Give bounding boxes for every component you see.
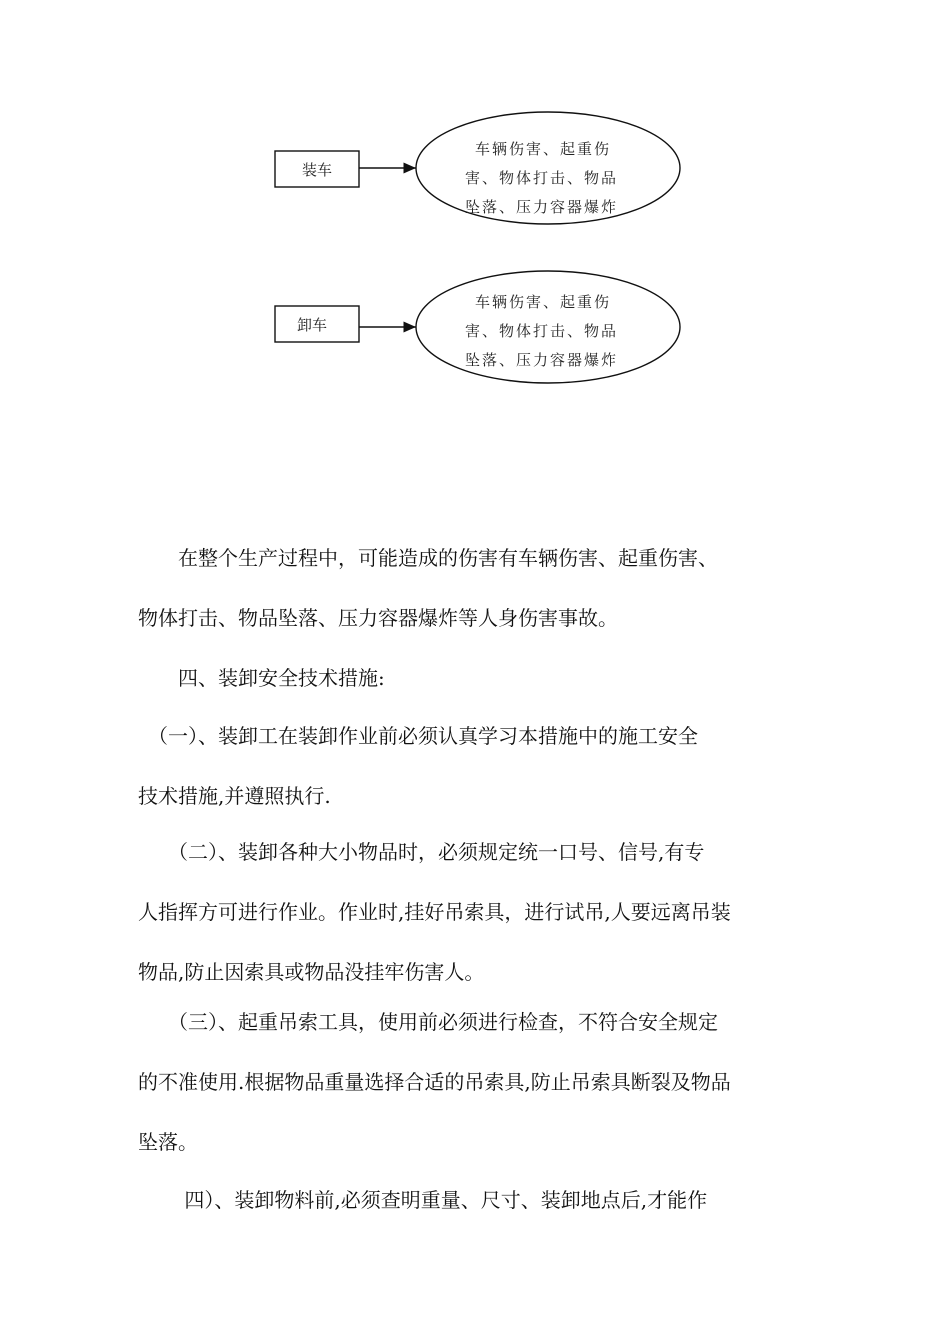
paragraph-measure-1 [138, 706, 818, 826]
paragraph-line: 的不准使用.根据物品重量选择合适的吊索具,防止吊索具断裂及物品 [138, 1070, 731, 1094]
paragraph-measure-4 [138, 1170, 818, 1230]
paragraph-line: 坠落。 [138, 1130, 198, 1154]
paragraph-line: 四、装卸安全技术措施: [138, 666, 385, 690]
hazard-text-line: 坠落、压力容器爆炸 [465, 198, 619, 216]
hazard-text-line: 害、物体打击、物品 [465, 322, 619, 340]
hazard-text-line: 车辆伤害、起重伤 [475, 140, 612, 158]
paragraph-line: 人指挥方可进行作业。作业时,挂好吊索具，进行试吊,人要远离吊装 [138, 900, 731, 924]
diagram-row-unloading [275, 271, 680, 383]
hazard-diagram [0, 0, 950, 420]
paragraph-line: （一）、装卸工在装卸作业前必须认真学习本措施中的施工安全 [138, 724, 698, 748]
paragraph-line: 物品,防止因索具或物品没挂牢伤害人。 [138, 960, 485, 984]
activity-box-label: 装车 [301, 161, 333, 179]
paragraph-line: （二）、装卸各种大小物品时，必须规定统一口号、信号,有专 [138, 840, 705, 864]
paragraph-line: 四）、装卸物料前,必须查明重量、尺寸、装卸地点后,才能作 [138, 1188, 708, 1212]
hazard-text-line: 坠落、压力容器爆炸 [465, 351, 619, 369]
paragraph-line: （三）、起重吊索工具，使用前必须进行检查，不符合安全规定 [138, 1010, 718, 1034]
diagram-row-loading [275, 112, 680, 224]
paragraph-line: 物体打击、物品坠落、压力容器爆炸等人身伤害事故。 [138, 606, 618, 630]
activity-box-label: 卸车 [296, 316, 328, 334]
hazard-text-line: 害、物体打击、物品 [465, 169, 619, 187]
section-heading [138, 648, 818, 708]
paragraph-measure-3 [138, 992, 818, 1172]
paragraph-line: 在整个生产过程中，可能造成的伤害有车辆伤害、起重伤害、 [138, 546, 718, 570]
paragraph-measure-2 [138, 822, 818, 1002]
paragraph-hazard-summary [138, 528, 818, 648]
hazard-text-line: 车辆伤害、起重伤 [475, 293, 612, 311]
paragraph-line: 技术措施,并遵照执行. [138, 784, 331, 808]
